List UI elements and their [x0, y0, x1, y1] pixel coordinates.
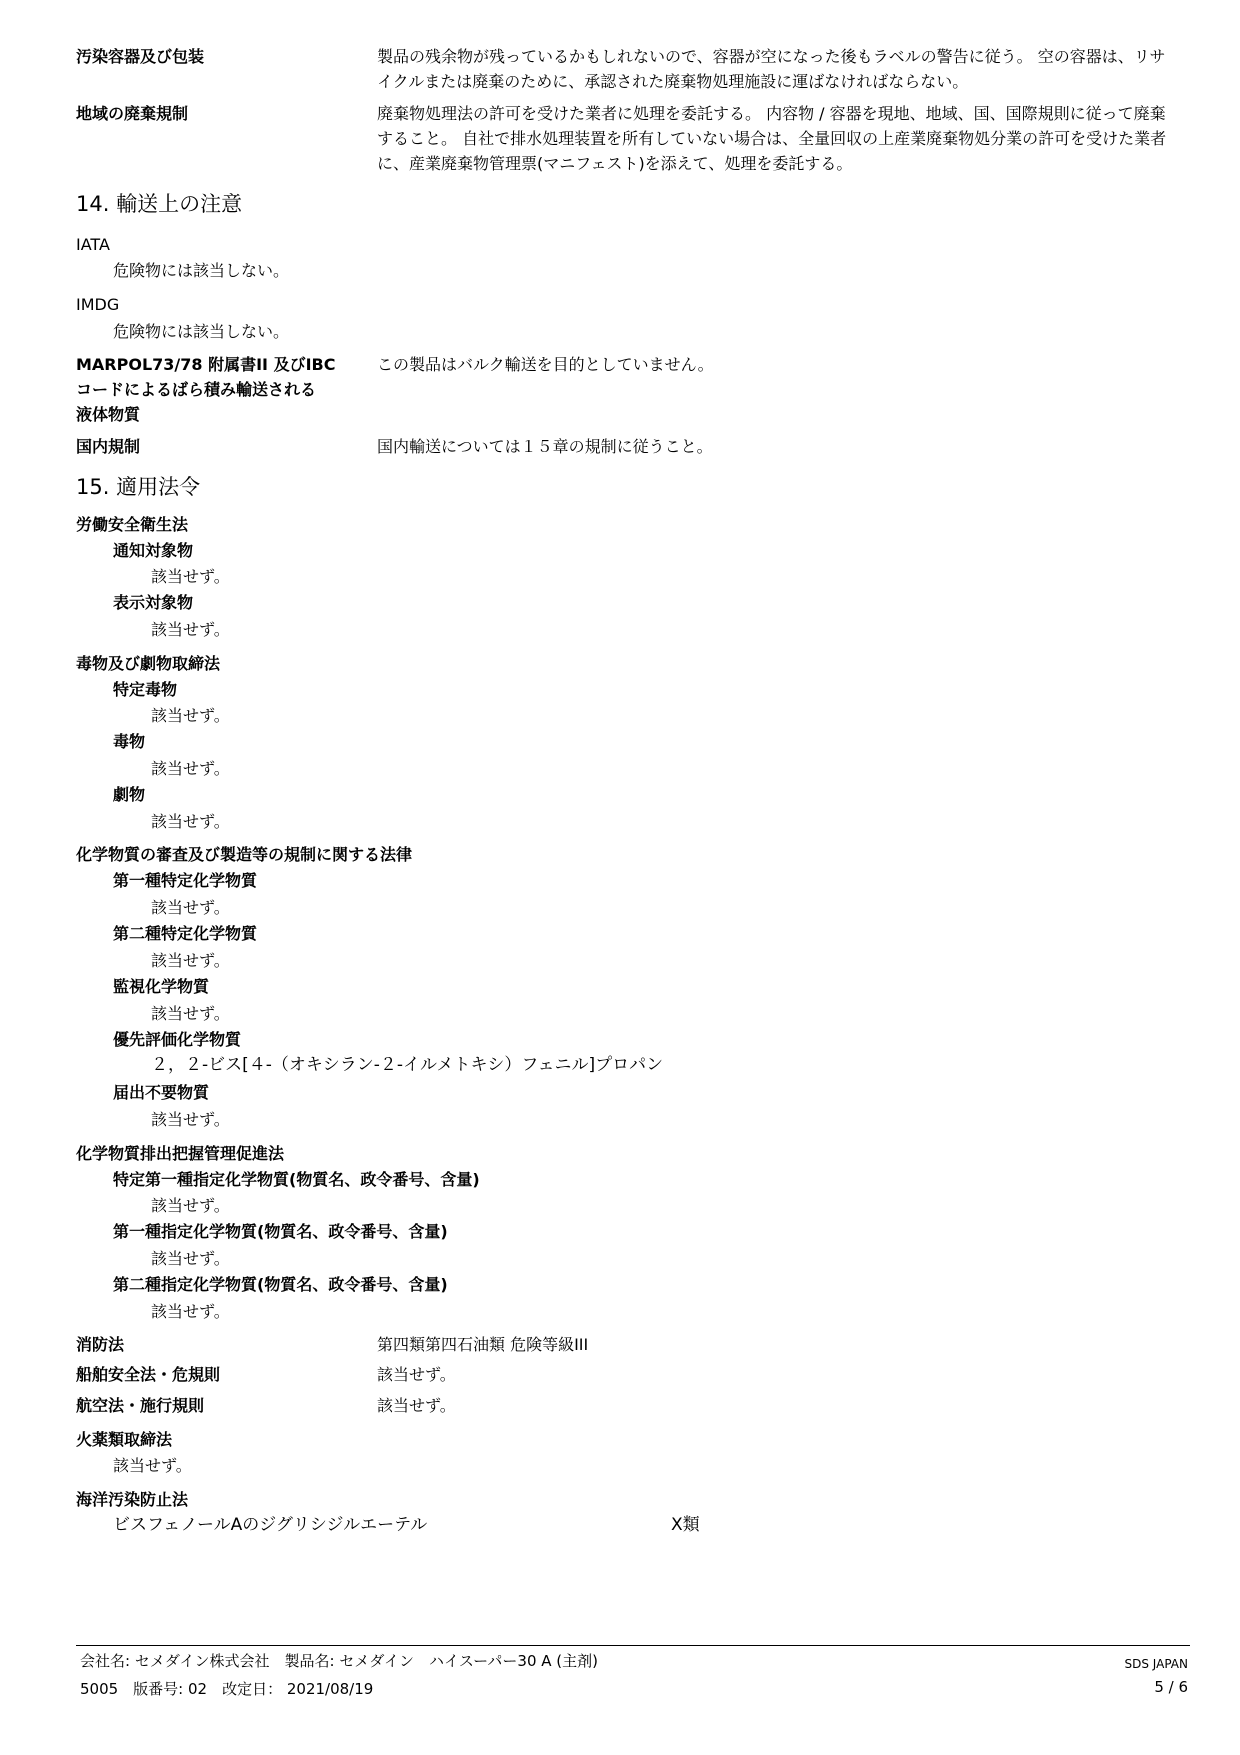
fire-law-value: 第四類第四石油類 危険等級III — [377, 1335, 589, 1354]
footer-page-number: 5 / 6 — [1154, 1678, 1188, 1696]
specific-poison-value: 該当せず。 — [151, 706, 230, 725]
ship-safety-label: 船舶安全法・危規則 — [76, 1365, 221, 1384]
prtr-sp1-label: 特定第一種指定化学物質(物質名、政令番号、含量) — [113, 1170, 480, 1189]
deleterious-label: 劇物 — [113, 785, 146, 804]
ishl-display-value: 該当せず。 — [151, 620, 230, 639]
prtr-c1-value: 該当せず。 — [151, 1249, 230, 1268]
footer-company: 会社名: セメダイン株式会社 製品名: セメダイン ハイスーパー30 A (主剤) — [80, 1652, 598, 1670]
section-14-heading: 14. 輸送上の注意 — [76, 192, 243, 216]
ishl-display-label: 表示対象物 — [113, 593, 194, 612]
specific-poison-label: 特定毒物 — [113, 680, 178, 699]
imdg-label: IMDG — [76, 295, 120, 314]
poison-law-label: 毒物及び劇物取締法 — [76, 654, 221, 673]
domestic-text: 国内輸送については１５章の規制に従うこと。 — [377, 437, 713, 456]
regional-disposal-label: 地域の廃棄規制 — [76, 104, 189, 123]
deleterious-value: 該当せず。 — [151, 812, 230, 831]
cscl-monitor-label: 監視化学物質 — [113, 977, 210, 996]
cscl-class2-label: 第二種特定化学物質 — [113, 924, 258, 943]
ship-safety-value: 該当せず。 — [377, 1365, 456, 1384]
ishl-notify-label: 通知対象物 — [113, 541, 194, 560]
prtr-label: 化学物質排出把握管理促進法 — [76, 1144, 285, 1163]
cscl-notreq-label: 届出不要物質 — [113, 1083, 210, 1102]
marine-substance: ビスフェノールAのジグリシジルエーテル — [113, 1515, 428, 1535]
prtr-c1-label: 第一種指定化学物質(物質名、政令番号、含量) — [113, 1222, 448, 1241]
footer-doc-info: 5005 版番号: 02 改定日： 2021/08/19 — [80, 1680, 374, 1698]
prtr-c2-label: 第二種指定化学物質(物質名、政令番号、含量) — [113, 1275, 448, 1294]
cscl-monitor-value: 該当せず。 — [151, 1004, 230, 1023]
prtr-sp1-value: 該当せず。 — [151, 1196, 230, 1215]
aviation-value: 該当せず。 — [377, 1396, 456, 1415]
cscl-class1-value: 該当せず。 — [151, 898, 230, 917]
aviation-label: 航空法・施行規則 — [76, 1396, 205, 1415]
cscl-notreq-value: 該当せず。 — [151, 1110, 230, 1129]
ishl-label: 労働安全衛生法 — [76, 515, 189, 534]
explosives-label: 火薬類取締法 — [76, 1430, 173, 1449]
regional-disposal-text: 廃棄物処理法の許可を受けた業者に処理を委託する。 内容物 / 容器を現地、地域、国、国際規則に従って廃棄すること。 自社で排水処理装置を所有していない場合は、全量回収の上産業廃棄物処分業の許可を受けた業者に、産業廃棄物管理票(マニフェスト)を添えて、処理を委託する。 — [377, 104, 1167, 173]
domestic-label: 国内規制 — [76, 437, 141, 456]
poison-value: 該当せず。 — [151, 759, 230, 778]
prtr-c2-value: 該当せず。 — [151, 1302, 230, 1321]
cscl-label: 化学物質の審査及び製造等の規制に関する法律 — [76, 845, 413, 864]
section-15-heading: 15. 適用法令 — [76, 475, 201, 499]
poison-label: 毒物 — [113, 732, 146, 751]
cscl-priority-value: ２，２-ビス[４-（オキシラン-２-イルメトキシ）フェニル]プロパン — [151, 1055, 664, 1075]
marpol-label-line2: コードによるばら積み輸送される — [76, 380, 317, 399]
iata-text: 危険物には該当しない。 — [113, 261, 290, 280]
marpol-text: この製品はバルク輸送を目的としていません。 — [377, 355, 714, 374]
contaminated-container-label: 汚染容器及び包装 — [76, 47, 205, 66]
fire-law-label: 消防法 — [76, 1335, 125, 1354]
contaminated-container-text: 製品の残余物が残っているかもしれないので、容器が空になった後もラベルの警告に従う。 空の容器は、リサイクルまたは廃棄のために、承認された廃棄物処理施設に運ばなければならない。 — [377, 47, 1166, 91]
footer-region: SDS JAPAN — [1124, 1657, 1188, 1671]
cscl-priority-label: 優先評価化学物質 — [113, 1030, 242, 1049]
explosives-value: 該当せず。 — [113, 1456, 192, 1475]
marine-class: X類 — [671, 1515, 700, 1535]
cscl-class2-value: 該当せず。 — [151, 951, 230, 970]
ishl-notify-value: 該当せず。 — [151, 567, 230, 586]
marpol-label-line3: 液体物質 — [76, 405, 141, 424]
imdg-text: 危険物には該当しない。 — [113, 322, 290, 341]
iata-label: IATA — [76, 235, 110, 254]
marpol-label-line1: MARPOL73/78 附属書II 及びIBC — [76, 355, 336, 374]
marine-pollution-label: 海洋汚染防止法 — [76, 1490, 189, 1509]
cscl-class1-label: 第一種特定化学物質 — [113, 871, 258, 890]
footer-rule — [76, 1645, 1190, 1646]
